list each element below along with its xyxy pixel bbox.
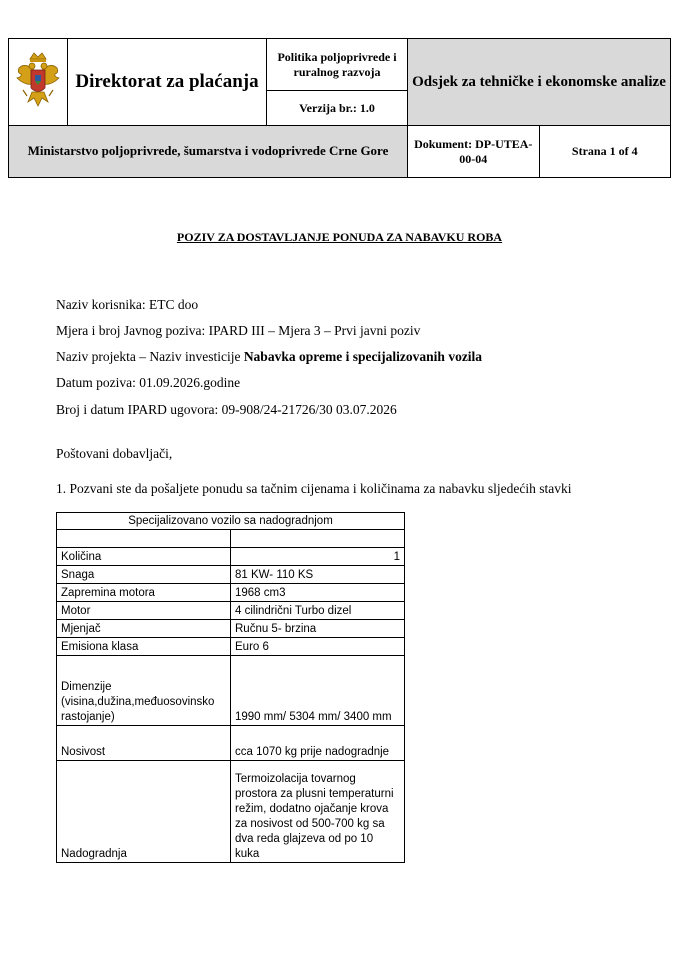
spec-label: Nadogradnja <box>57 761 231 863</box>
date-line: Datum poziva: 01.09.2026.godine <box>56 375 241 390</box>
measure-line: Mjera i broj Javnog poziva: IPARD III – Mjera 3 – Prvi javni poziv <box>56 323 421 338</box>
spec-empty-cell <box>57 530 231 548</box>
beneficiary-line: Naziv korisnika: ETC doo <box>56 297 199 312</box>
spec-label: Mjenjač <box>57 620 231 638</box>
list-item-1: 1. Pozvani ste da pošaljete ponudu sa tačnim cijenama i količinama za nabavku sljedećih stavki <box>56 481 572 496</box>
ministry-name: Ministarstvo poljoprivrede, šumarstva i vodoprivrede Crne Gore <box>9 126 408 178</box>
montenegro-coat-of-arms-icon <box>15 50 61 110</box>
spec-table <box>56 512 405 863</box>
spec-table-title: Specijalizovano vozilo sa nadogradnjom <box>57 513 405 530</box>
spec-empty-cell <box>231 530 405 548</box>
table-row <box>57 656 405 726</box>
project-value: Nabavka opreme i specijalizovanih vozila <box>243 349 483 364</box>
spec-label: Količina <box>57 548 231 566</box>
document-header <box>8 38 671 178</box>
logo-cell <box>9 39 68 126</box>
spec-value: 4 cilindrični Turbo dizel <box>231 602 405 620</box>
spec-value: Ručnu 5- brzina <box>231 620 405 638</box>
spec-value: cca 1070 kg prije nadogradnje <box>231 726 405 761</box>
project-line <box>56 349 482 365</box>
spec-label: Zapremina motora <box>57 584 231 602</box>
table-row <box>57 584 405 602</box>
table-row <box>57 638 405 656</box>
table-row <box>57 548 405 566</box>
policy-label: Politika poljoprivrede i ruralnog razvoja <box>277 49 397 79</box>
spec-value: Euro 6 <box>231 638 405 656</box>
contract-line: Broj i datum IPARD ugovora: 09-908/24-21726/30 03.07.2026 <box>56 402 397 417</box>
table-row <box>57 566 405 584</box>
spec-label: Snaga <box>57 566 231 584</box>
page-number: Strana 1 of 4 <box>539 126 671 178</box>
spec-label: Dimenzije (visina,dužina,međuosovinsko rastojanje) <box>57 656 231 726</box>
table-row <box>57 620 405 638</box>
project-label: Naziv projekta – Naziv investicije <box>56 349 241 364</box>
spec-value: 1 <box>231 548 405 566</box>
table-row <box>57 602 405 620</box>
spec-label: Nosivost <box>57 726 231 761</box>
spec-value: Termoizolacija tovarnog prostora za plusni temperaturni režim, dodatno ojačanje krova za nosivost od 500-700 kg sa dva reda glajzeva od po 10 kuka <box>231 761 405 863</box>
table-row <box>57 726 405 761</box>
version-label: Verzija br.: 1.0 <box>299 100 375 115</box>
spec-value: 81 KW- 110 KS <box>231 566 405 584</box>
spec-label: Emisiona klasa <box>57 638 231 656</box>
spec-value: 1990 mm/ 5304 mm/ 3400 mm <box>231 656 405 726</box>
spec-value: 1968 cm3 <box>231 584 405 602</box>
directorate-title: Direktorat za plaćanja <box>68 39 267 126</box>
document-id: Dokument: DP-UTEA-00-04 <box>408 126 540 178</box>
greeting: Poštovani dobavljači, <box>56 446 173 461</box>
policy-version-cell <box>267 39 408 126</box>
spec-label: Motor <box>57 602 231 620</box>
document-heading: POZIV ZA DOSTAVLJANJE PONUDA ZA NABAVKU ROBA <box>176 230 503 244</box>
table-row <box>57 761 405 863</box>
department-title: Odsjek za tehničke i ekonomske analize <box>408 39 671 126</box>
